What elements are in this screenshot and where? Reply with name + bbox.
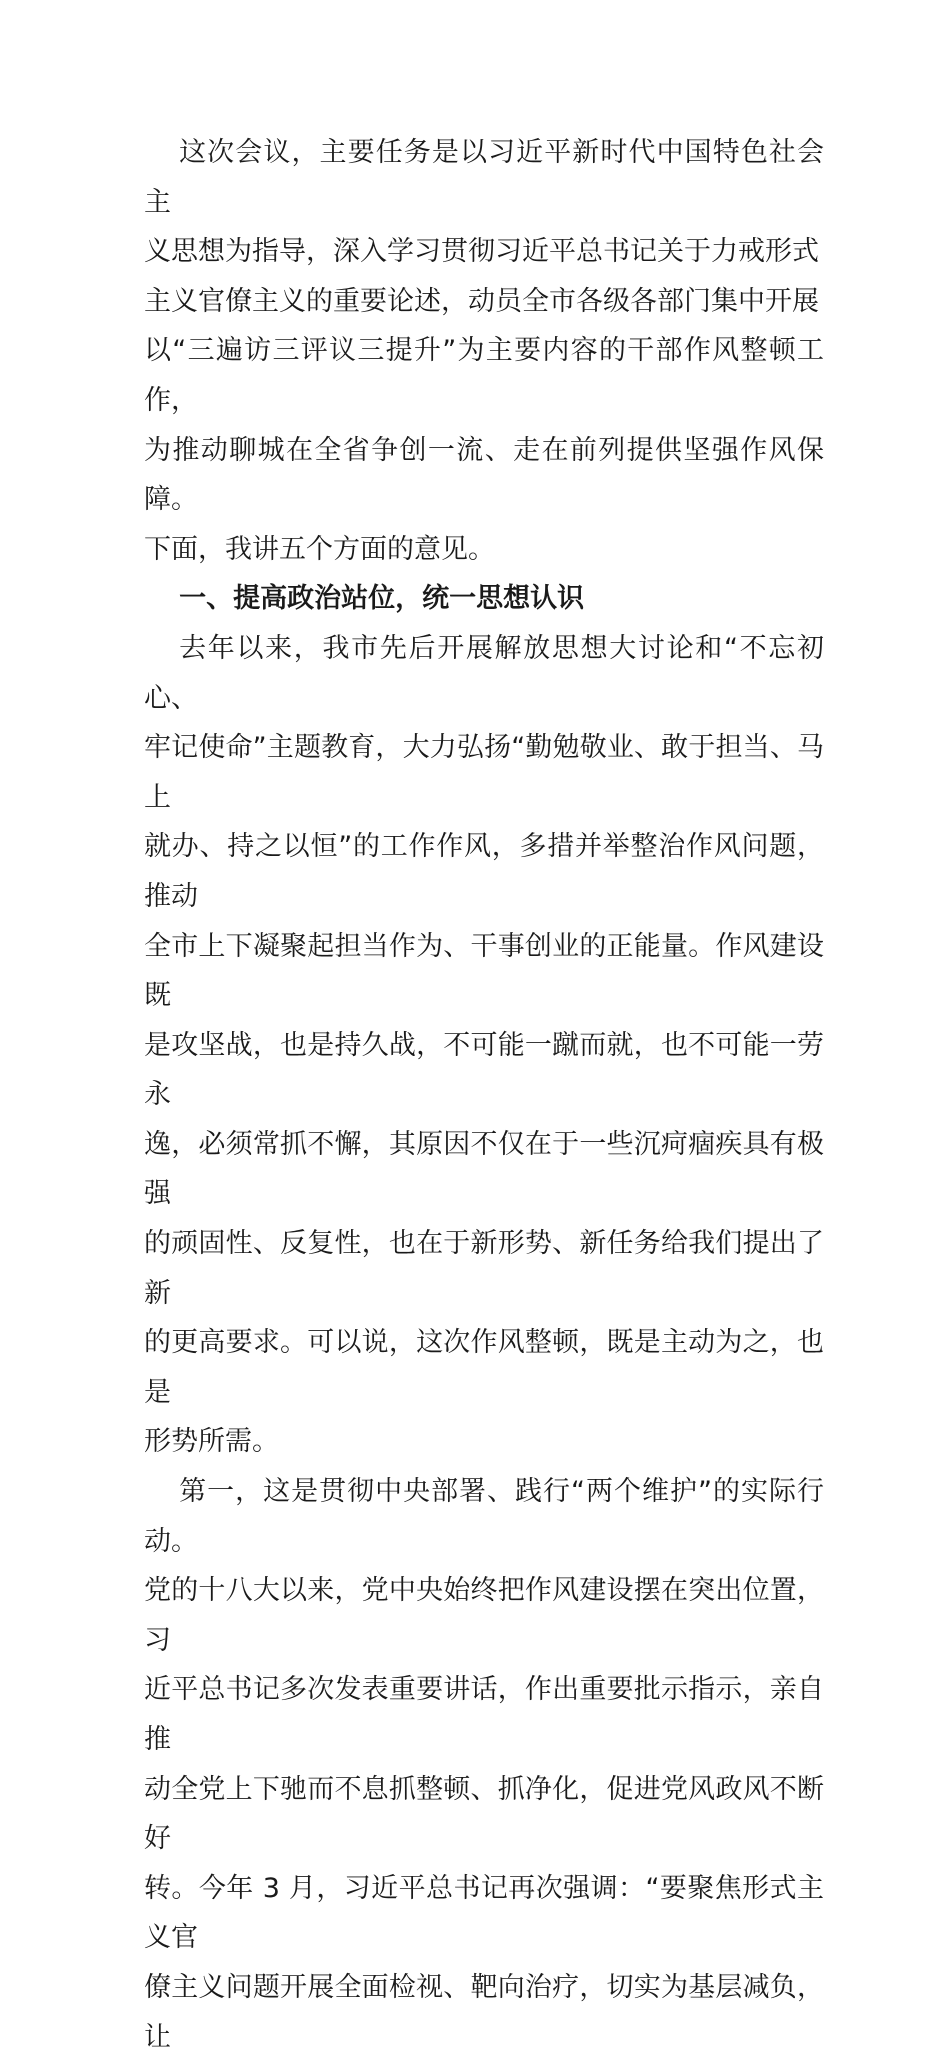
paragraph-background: 去年以来，我市先后开展解放思想大讨论和“不忘初心、 牢记使命”主题教育，大力弘扬“勤勉敬业、敢于担当、马上 就办、持之以恒”的工作作风，多措并举整治作风问题，推动 全市上下凝聚起担当作为、干事创业的正能量。作风建设既 是攻坚战，也是持久战，不可能一蹴而就，也不可能一劳永 逸，必须常抓不懈，其原因不仅在于一些沉疴痼疾具有极强 的顽固性、反复性，也在于新形势、新任务给我们提出了新 的更高要求。可以说，这次作风整顿，既是主动为之，也是 形势所需。 bbox=[144, 632, 824, 1458]
section-heading-1: 一、提高政治站位，统一思想认识 bbox=[179, 583, 585, 615]
document-body bbox=[144, 128, 824, 2062]
paragraph-intro: 这次会议，主要任务是以习近平新时代中国特色社会主 义思想为指导，深入学习贯彻习近平总书记关于力戒形式 主义官僚主义的重要论述，动员全市各级各部门集中开展 以“三遍访三评议三提升”为主要内容的干部作风整顿工作， 为推动聊城在全省争创一流、走在前列提供坚强作风保障。 下面，我讲五个方面的意见。 bbox=[144, 137, 824, 565]
paragraph-first-point: 第一，这是贯彻中央部署、践行“两个维护”的实际行动。 党的十八大以来，党中央始终把作风建设摆在突出位置，习 近平总书记多次发表重要讲话，作出重要批示指示，亲自推 动全党上下驰而不息抓整顿、抓净化，促进党风政风不断好 转。今年 3 月，习近平总书记再次强调：“要聚焦形式主义官 僚主义问题开展全面检视、靶向治疗，切实为基层减负，让 bbox=[144, 1476, 824, 2053]
